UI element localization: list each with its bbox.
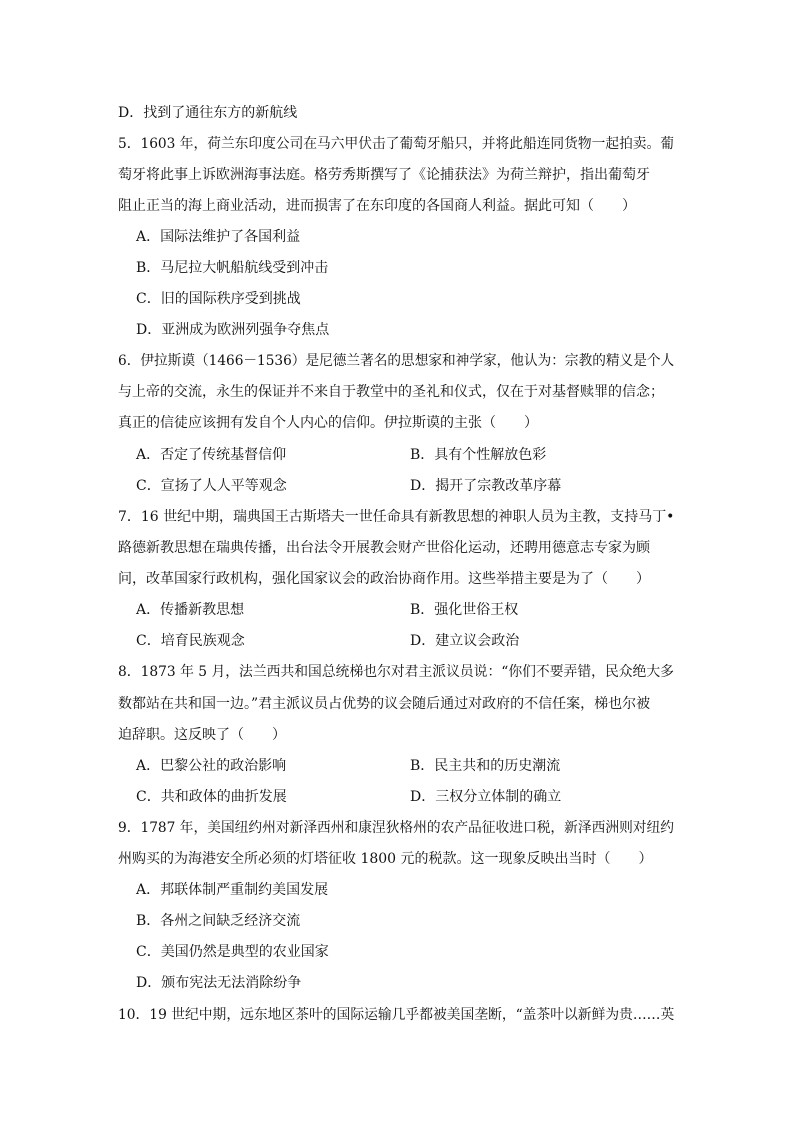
q9-option-b: B．各州之间缺乏经济交流: [136, 913, 301, 929]
q9-option-c: C．美国仍然是典型的农业国家: [136, 944, 329, 960]
q7-stem-line-2: 路德新教思想在瑞典传播，出台法令开展教会财产世俗化运动，还聘用德意志专家为顾: [118, 540, 650, 556]
q9-option-a: A．邦联体制严重制约美国发展: [136, 882, 329, 898]
q6-option-b: B．具有个性解放色彩: [410, 447, 547, 463]
q7-option-a: A．传播新教思想: [136, 602, 245, 618]
q10-stem-line-1: 10．19 世纪中期，远东地区茶叶的国际运输几乎都被美国垄断，“盖茶叶以新鲜为贵……英: [118, 1007, 675, 1023]
q5-option-b: B．马尼拉大帆船航线受到冲击: [136, 260, 329, 276]
q6-option-a: A．否定了传统基督信仰: [136, 447, 287, 463]
q7-stem-line-1: 7．16 世纪中期，瑞典国王古斯塔夫一世任命具有新教思想的神职人员为主教，支持马丁•: [118, 509, 675, 525]
q7-option-d: D．建立议会政治: [410, 633, 520, 649]
q9-stem-line-2: 州购买的为海港安全所必须的灯塔征收 1800 元的税款。这一现象反映出当时（ ）: [118, 851, 653, 867]
q6-option-d: D．揭开了宗教改革序幕: [410, 478, 562, 494]
q5-option-d: D．亚洲成为欧洲列强争夺焦点: [136, 322, 330, 338]
q8-stem-line-2: 数都站在共和国一边。”君主派议员占优势的议会随后通过对政府的不信任案，梯也尔被: [118, 696, 651, 712]
q7-option-b: B．强化世俗王权: [410, 602, 519, 618]
q5-option-c: C．旧的国际秩序受到挑战: [136, 291, 301, 307]
q8-option-a: A．巴黎公社的政治影响: [136, 758, 287, 774]
q6-stem-line-3: 真正的信徒应该拥有发自个人内心的信仰。伊拉斯谟的主张（ ）: [118, 415, 538, 431]
q8-stem-line-1: 8．1873 年 5 月，法兰西共和国总统梯也尔对君主派议员说：“你们不要弄错，民众绝大多: [118, 664, 674, 680]
q8-option-d: D．三权分立体制的确立: [410, 789, 562, 805]
q9-stem-line-1: 9．1787 年，美国纽约州对新泽西州和康涅狄格州的农产品征收进口税，新泽西洲则对纽约: [118, 820, 674, 836]
q7-stem-line-3: 问，改革国家行政机构，强化国家议会的政治协商作用。这些举措主要是为了（ ）: [118, 571, 650, 587]
q8-option-c: C．共和政体的曲折发展: [136, 789, 287, 805]
q7-option-c: C．培育民族观念: [136, 633, 245, 649]
q8-stem-line-3: 迫辞职。这反映了（ ）: [118, 727, 286, 743]
q6-option-c: C．宣扬了人人平等观念: [136, 478, 287, 494]
q4-option-d: D．找到了通往东方的新航线: [118, 105, 298, 121]
q5-stem-line-3: 阻止正当的海上商业活动，进而损害了在东印度的各国商人利益。据此可知（ ）: [118, 198, 636, 214]
q6-stem-line-1: 6．伊拉斯谟（1466－1536）是尼德兰著名的思想家和神学家，他认为：宗教的精义是个人: [118, 353, 675, 369]
q5-stem-line-1: 5．1603 年，荷兰东印度公司在马六甲伏击了葡萄牙船只，并将此船连同货物一起拍卖。葡: [118, 136, 674, 152]
q9-option-d: D．颁布宪法无法消除纷争: [136, 975, 302, 991]
q5-stem-line-2: 萄牙将此事上诉欧洲海事法庭。格劳秀斯撰写了《论捕获法》为荷兰辩护，指出葡萄牙: [118, 167, 650, 183]
q6-stem-line-2: 与上帝的交流，永生的保证并不来自于教堂中的圣礼和仪式，仅在于对基督赎罪的信念；: [118, 384, 664, 400]
q5-option-a: A．国际法维护了各国利益: [136, 229, 301, 245]
q8-option-b: B．民主共和的历史潮流: [410, 758, 561, 774]
